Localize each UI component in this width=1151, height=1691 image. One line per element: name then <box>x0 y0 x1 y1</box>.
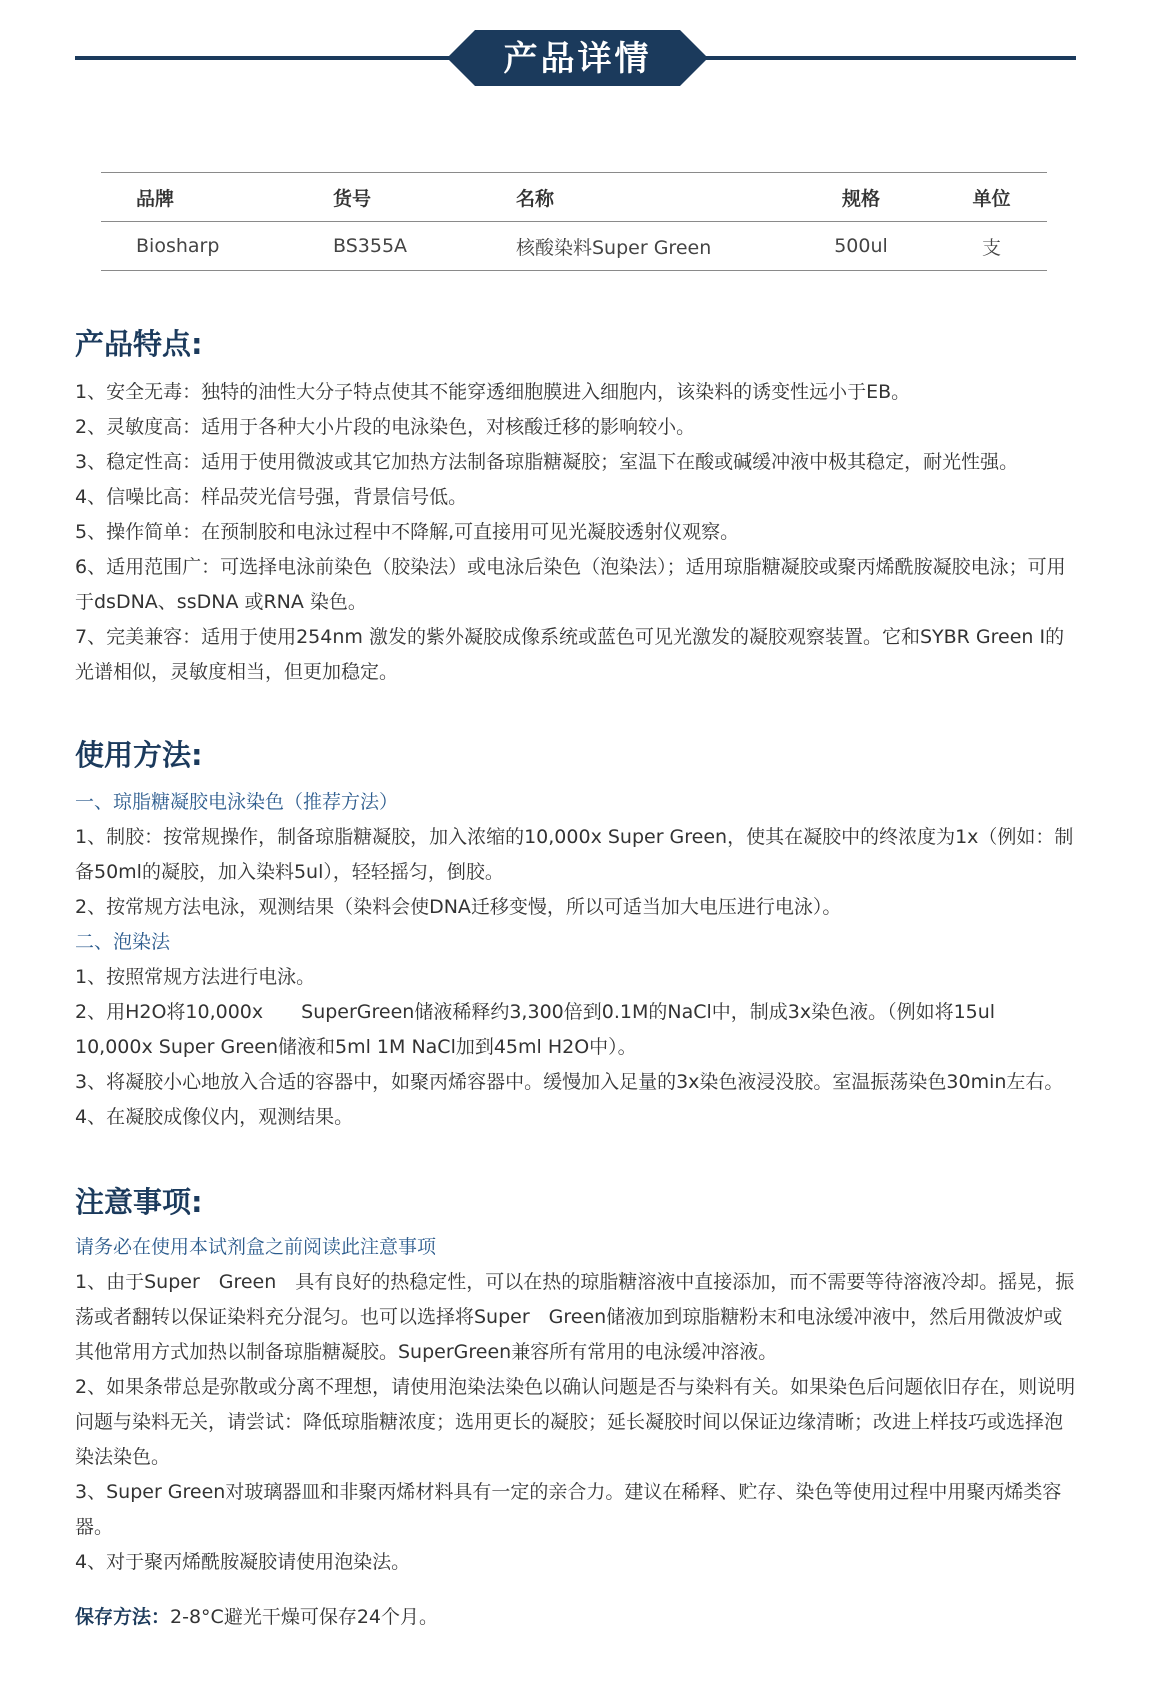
list-item: 2、灵敏度高：适用于各种大小片段的电泳染色，对核酸迁移的影响较小。 <box>75 416 696 438</box>
header-brand: 品牌 <box>101 173 298 222</box>
product-spec-table <box>101 172 1047 271</box>
header-catalog-no: 货号 <box>298 173 481 222</box>
cell-unit: 支 <box>936 222 1047 271</box>
features-list <box>75 375 1077 690</box>
list-item: 4、对于聚丙烯酰胺凝胶请使用泡染法。 <box>75 1551 411 1573</box>
list-item: 4、信噪比高：样品荧光信号强，背景信号低。 <box>75 486 468 508</box>
list-item: 3、Super Green对玻璃器皿和非聚丙烯材料具有一定的亲合力。建议在稀释、贮存、染色等使用过程中用聚丙烯类容器。 <box>75 1481 1062 1538</box>
cell-brand: Biosharp <box>101 222 298 271</box>
header-unit: 单位 <box>936 173 1047 222</box>
banner-title: 产品详情 <box>503 39 652 79</box>
list-item: 2、按常规方法电泳，观测结果（染料会使DNA迁移变慢，所以可适当加大电压进行电泳）。 <box>75 896 842 918</box>
cell-spec: 500ul <box>786 222 936 271</box>
header-name: 名称 <box>481 173 786 222</box>
storage-note <box>75 1600 438 1635</box>
list-item: 1、按照常规方法进行电泳。 <box>75 966 316 988</box>
header-banner <box>0 0 1151 100</box>
usage-content <box>75 785 1077 1135</box>
notes-subheading: 请务必在使用本试剂盒之前阅读此注意事项 <box>75 1236 437 1258</box>
list-item: 4、在凝胶成像仪内，观测结果。 <box>75 1106 354 1128</box>
notes-title: 注意事项: <box>75 1185 203 1219</box>
list-item: 2、用H2O将10,000x SuperGreen储液稀释约3,300倍到0.1M的NaCl中，制成3x染色液。（例如将15ul 10,000x Super Green储液和5ml 1M NaCl加到45ml H2O中）。 <box>75 1001 1034 1058</box>
list-item: 1、由于Super Green 具有良好的热稳定性，可以在热的琼脂糖溶液中直接添加，而不需要等待溶液冷却。摇晃，振荡或者翻转以保证染料充分混匀。也可以选择将Super Green储液加到琼脂糖粉末和电泳缓冲液中，然后用微波炉或其他常用方式加热以制备琼脂糖凝胶。SuperGreen兼容所有常用的电泳缓冲溶液。 <box>75 1271 1075 1363</box>
list-item: 6、适用范围广：可选择电泳前染色（胶染法）或电泳后染色（泡染法）；适用琼脂糖凝胶或聚丙烯酰胺凝胶电泳；可用于dsDNA、ssDNA 或RNA 染色。 <box>75 556 1066 613</box>
table-header-row <box>101 173 1047 222</box>
storage-text: 2-8°C避光干燥可保存24个月。 <box>170 1606 438 1628</box>
usage-subheading-soak: 二、泡染法 <box>75 931 171 953</box>
header-spec: 规格 <box>786 173 936 222</box>
list-item: 2、如果条带总是弥散或分离不理想，请使用泡染法染色以确认问题是否与染料有关。如果染色后问题依旧存在，则说明问题与染料无关，请尝试：降低琼脂糖浓度；选用更长的凝胶；延长凝胶时间以保证边缘清晰；改进上样技巧或选择泡染法染色。 <box>75 1376 1076 1468</box>
list-item: 3、稳定性高：适用于使用微波或其它加热方法制备琼脂糖凝胶；室温下在酸或碱缓冲液中极其稳定，耐光性强。 <box>75 451 1019 473</box>
list-item: 1、安全无毒：独特的油性大分子特点使其不能穿透细胞膜进入细胞内，该染料的诱变性远小于EB。 <box>75 381 911 403</box>
list-item: 5、操作简单：在预制胶和电泳过程中不降解,可直接用可见光凝胶透射仪观察。 <box>75 521 740 543</box>
cell-catalog-no: BS355A <box>298 222 481 271</box>
cell-name: 核酸染料Super Green <box>481 222 786 271</box>
list-item: 1、制胶：按常规操作，制备琼脂糖凝胶，加入浓缩的10,000x Super Green，使其在凝胶中的终浓度为1x（例如：制备50ml的凝胶，加入染料5ul），轻轻摇匀，倒胶。 <box>75 826 1074 883</box>
list-item: 3、将凝胶小心地放入合适的容器中，如聚丙烯容器中。缓慢加入足量的3x染色液浸没胶。室温振荡染色30min左右。 <box>75 1071 1064 1093</box>
features-title: 产品特点: <box>75 327 203 361</box>
notes-content <box>75 1230 1077 1580</box>
storage-label: 保存方法： <box>75 1606 171 1628</box>
usage-title: 使用方法: <box>75 738 203 772</box>
usage-subheading-gel: 一、琼脂糖凝胶电泳染色（推荐方法） <box>75 791 399 813</box>
list-item: 7、完美兼容：适用于使用254nm 激发的紫外凝胶成像系统或蓝色可见光激发的凝胶观察装置。它和SYBR Green I的光谱相似，灵敏度相当，但更加稳定。 <box>75 626 1065 683</box>
table-row <box>101 222 1047 271</box>
